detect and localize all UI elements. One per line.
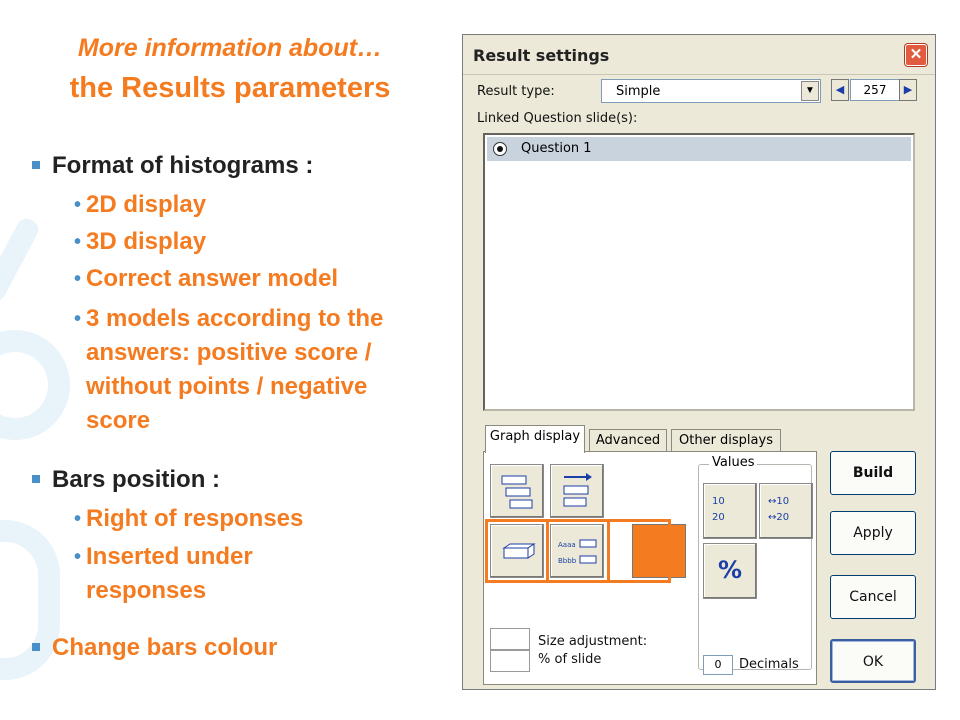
value-label: 10 [712,496,725,507]
list-item: • 3 models according to the answers: positive score / without points / negative score [74,302,436,438]
bullet-icon: • [74,194,82,216]
tab-graph-display[interactable]: Graph display [485,425,585,453]
size-adjustment-label: Size adjustment: [538,634,648,649]
values-absolute-button[interactable] [703,483,757,539]
value-label: ↔10 [768,496,790,507]
square-bullet-icon [32,643,40,651]
ok-button[interactable]: OK [830,639,916,683]
values-percent-button[interactable] [703,543,757,599]
bullet-icon: • [74,308,82,330]
section-heading-bars-position: Bars position : [32,466,220,494]
values-group-label: Values [709,455,757,470]
list-item: • Right of responses [74,502,436,536]
highlight-frame [546,519,610,583]
square-bullet-icon [32,161,40,169]
values-group [698,455,812,672]
list-item[interactable]: Question 1 [487,137,911,161]
bars-3d-icon [558,472,598,512]
spin-right-icon[interactable]: ▶ [899,79,917,101]
spin-left-icon[interactable]: ◀ [831,79,849,101]
result-type-label: Result type: [477,84,555,99]
linked-questions-label: Linked Question slide(s): [477,111,638,126]
decimals-label: Decimals [739,657,799,672]
list-item: • Inserted under responses [74,540,346,608]
bar-label-a: Aaaa [558,541,576,549]
value-label: 20 [712,512,725,523]
bullet-icon: • [74,546,82,568]
apply-button[interactable]: Apply [830,511,916,555]
list-item: • 3D display [74,225,436,259]
value-label: ↔20 [768,512,790,523]
bullet-icon: • [74,508,82,530]
background-watermark-ring [0,330,70,440]
decimals-field[interactable]: 0 [703,655,733,675]
linked-questions-list[interactable] [483,133,915,411]
slide-percent-label: % of slide [538,652,602,667]
radio-selected-icon[interactable] [493,142,507,156]
bullet-icon: • [74,268,82,290]
slide-number-field[interactable]: 257 [850,79,900,101]
list-item: • Correct answer model [74,262,436,296]
dialog-titlebar [463,35,935,75]
dialog-title: Result settings [473,46,610,65]
values-range-button[interactable] [759,483,813,539]
bullet-icon: • [74,231,82,253]
graph-display-panel [483,451,817,685]
tab-other-displays[interactable]: Other displays [671,429,781,453]
highlight-frame [485,519,549,583]
percent-icon: % [717,556,743,584]
chevron-down-icon[interactable]: ▼ [801,81,819,101]
background-watermark-stroke [0,215,42,305]
build-button[interactable]: Build [830,451,916,495]
section-heading-histograms: Format of histograms : [32,152,313,180]
bar-label-b: Bbbb [558,557,577,565]
graph-3d-button[interactable] [550,464,604,518]
slide-percent-field[interactable] [490,650,530,672]
bars-2d-icon [498,472,538,512]
result-type-select[interactable] [601,79,821,103]
result-type-value: Simple [616,84,661,99]
slide-title: the Results parameters [69,72,391,104]
section-heading-bars-colour: Change bars colour [32,634,277,662]
cancel-button[interactable]: Cancel [830,575,916,619]
list-item: • 2D display [74,188,436,222]
close-icon[interactable]: ✕ [905,44,927,66]
highlight-frame [607,519,671,583]
size-adjustment-field[interactable] [490,628,530,650]
graph-2d-button[interactable] [490,464,544,518]
result-settings-dialog [462,34,936,690]
tab-advanced[interactable]: Advanced [589,429,667,453]
slide-subtitle: More information about… [77,34,383,62]
square-bullet-icon [32,475,40,483]
